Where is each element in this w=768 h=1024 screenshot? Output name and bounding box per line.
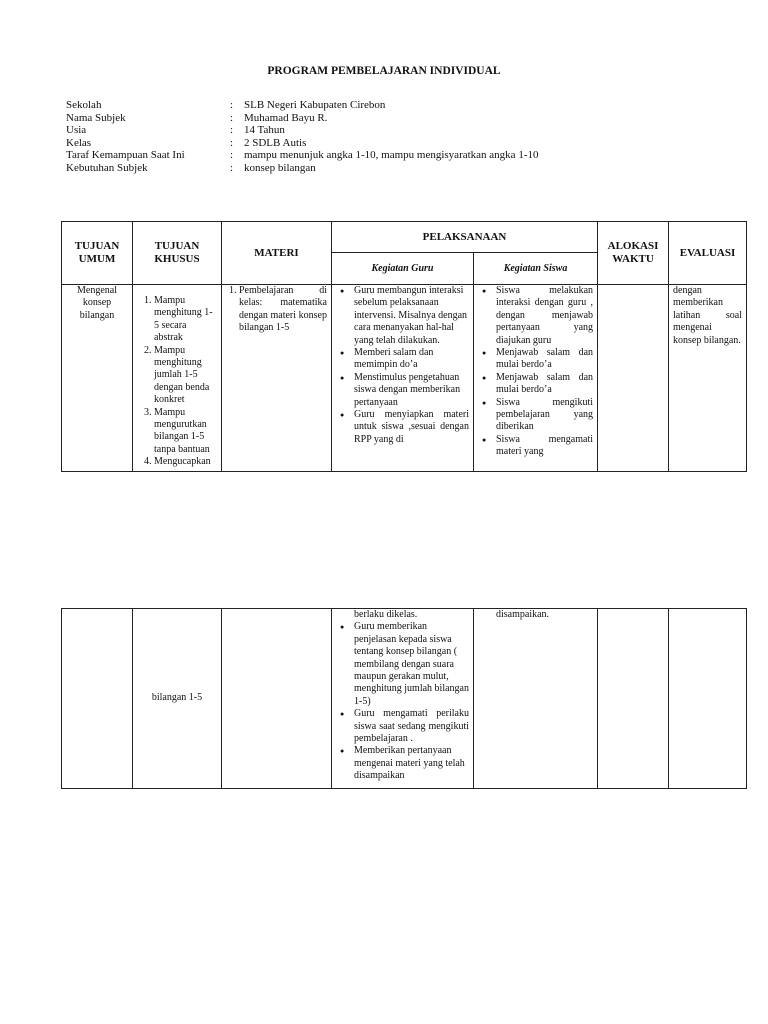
info-row-taraf-kemampuan [66, 149, 538, 162]
program-table-page-1 [61, 221, 747, 472]
list-item: ● Siswa mengikuti pembelajaran yang diberikan [496, 397, 593, 434]
cell-kegiatan-guru-cont [332, 609, 474, 789]
list-item: ● Menjawab salam dan mulai berdo’a [496, 347, 593, 372]
header-kegiatan-siswa: Kegiatan Siswa [474, 253, 598, 285]
cell-materi-cont [222, 609, 332, 789]
info-value: 2 SDLB Autis [244, 136, 307, 149]
list-item: 2. Mampu menghitung jumlah 1-5 dengan benda konkret [154, 345, 217, 407]
info-colon: : [230, 136, 234, 149]
info-label: Sekolah [66, 99, 102, 111]
cell-evaluasi-cont [669, 609, 747, 789]
student-info [66, 99, 538, 175]
info-label: Taraf Kemampuan Saat Ini [66, 149, 185, 162]
document-title: PROGRAM PEMBELAJARAN INDIVIDUAL [267, 65, 501, 77]
info-label: Kelas [66, 136, 92, 149]
cell-evaluasi [669, 285, 747, 472]
kegiatan-siswa-list [478, 285, 593, 459]
info-value: SLB Negeri Kabupaten Cirebon [244, 99, 386, 111]
info-value: konsep bilangan [244, 161, 316, 174]
list-item: ● Guru mengamati perilaku siswa saat sedang mengikuti pembelajaran . [354, 708, 469, 745]
list-item: ● Guru membangun interaksi sebelum pelaksanaan intervensi. Misalnya dengan cara menanyakan hal-hal yang telah dilakukan. [354, 285, 469, 347]
info-colon: : [230, 111, 234, 124]
materi-list [226, 285, 327, 335]
list-item: 1. Mampu menghitung 1-5 secara abstrak [154, 295, 217, 345]
program-table-page-2 [61, 608, 747, 789]
info-value: mampu menunjuk angka 1-10, mampu mengisyaratkan angka 1-10 [244, 149, 539, 162]
info-row-sekolah [66, 99, 538, 112]
tujuan-khusus-list [137, 295, 217, 469]
list-item: ● Menjawab salam dan mulai berdo’a [496, 372, 593, 397]
cell-alokasi-waktu [598, 285, 669, 472]
cell-tujuan-khusus-cont [133, 609, 222, 789]
info-label: Usia [66, 124, 87, 137]
list-item: 4. Mengucapkan [154, 456, 217, 468]
cell-kegiatan-guru [332, 285, 474, 472]
cell-materi [222, 285, 332, 472]
header-alokasi-waktu: ALOKASI WAKTU [598, 222, 669, 285]
info-row-usia [66, 124, 538, 137]
cell-alokasi-waktu-cont [598, 609, 669, 789]
kegiatan-guru-cont-lead: berlaku dikelas. [354, 609, 418, 620]
list-item: 3. Mampu mengurutkan bilangan 1-5 tanpa bantuan [154, 407, 217, 457]
header-tujuan-umum: TUJUAN UMUM [62, 222, 133, 285]
cell-tujuan-umum-cont [62, 609, 133, 789]
list-item: ● Memberikan pertanyaan mengenai materi yang telah disampaikan [354, 745, 469, 782]
list-item: ● Memberi salam dan memimpin do’a [354, 347, 469, 372]
info-row-nama-subjek [66, 112, 538, 125]
info-value: 14 Tahun [244, 124, 285, 137]
header-evaluasi: EVALUASI [669, 222, 747, 285]
list-item: ● Menstimulus pengetahuan siswa dengan memberikan pertanyaan [354, 372, 469, 409]
list-item: ● Siswa melakukan interaksi dengan guru , dengan menjawab pertanyaan yang diajukan guru [496, 285, 593, 347]
tujuan-khusus-cont-text: bilangan 1-5 [151, 692, 203, 704]
header-materi: MATERI [222, 222, 332, 285]
kegiatan-guru-list [336, 285, 469, 446]
info-value: Muhamad Bayu R. [244, 111, 328, 124]
info-row-kebutuhan-subjek [66, 162, 538, 175]
tujuan-umum-text: Mengenal konsep bilangan [77, 285, 117, 321]
list-item: ● Siswa mengamati materi yang [496, 434, 593, 459]
header-pelaksanaan: PELAKSANAAN [332, 222, 598, 253]
info-label: Nama Subjek [66, 111, 126, 124]
info-colon: : [230, 161, 234, 174]
kegiatan-siswa-cont-text: disampaikan. [496, 609, 550, 620]
cell-kegiatan-siswa [474, 285, 598, 472]
header-tujuan-khusus: TUJUAN KHUSUS [133, 222, 222, 285]
list-item: ● Guru menyiapkan materi untuk siswa ,sesuai dengan RPP yang di [354, 409, 469, 446]
info-colon: : [230, 124, 234, 137]
list-item: 1. Pembelajaran di kelas: matematika dengan materi konsep bilangan 1-5 [239, 285, 327, 335]
info-label: Kebutuhan Subjek [66, 161, 148, 174]
info-colon: : [230, 149, 234, 162]
info-row-kelas [66, 137, 538, 150]
kegiatan-guru-cont-list [336, 621, 469, 782]
cell-tujuan-khusus [133, 285, 222, 472]
cell-kegiatan-siswa-cont [474, 609, 598, 789]
cell-tujuan-umum [62, 285, 133, 472]
list-item: ● Guru memberikan penjelasan kepada siswa tentang konsep bilangan ( membilang dengan suara maupun gerakan mulut, menghitung jumlah bilangan 1-5) [354, 621, 469, 708]
header-kegiatan-guru: Kegiatan Guru [332, 253, 474, 285]
info-colon: : [230, 99, 234, 111]
evaluasi-text: dengan memberikan latihan soal mengenai konsep bilangan. [673, 285, 743, 346]
